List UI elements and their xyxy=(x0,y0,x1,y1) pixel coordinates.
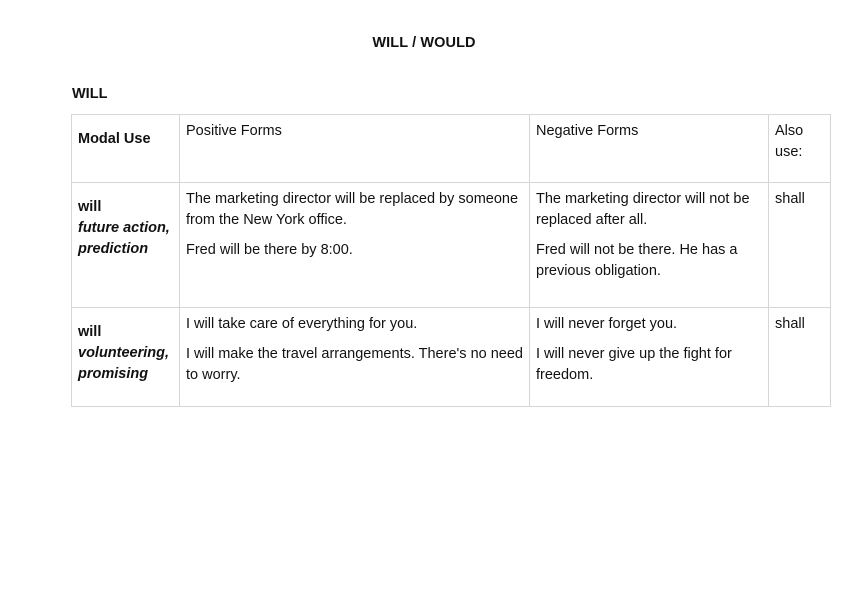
positive-forms-cell xyxy=(180,183,530,308)
header-cell-positive xyxy=(180,115,530,183)
positive-example: The marketing director will be replaced by someone from the New York office. xyxy=(186,191,519,228)
header-modal-use: Modal Use xyxy=(78,131,151,147)
modal-use-cell xyxy=(72,308,180,407)
negative-example: I will never give up the fight for freedom. xyxy=(536,346,732,383)
positive-forms-cell xyxy=(180,308,530,407)
modal-word: will xyxy=(78,199,102,215)
also-use-cell xyxy=(769,183,831,308)
negative-forms-cell xyxy=(530,183,769,308)
table-row xyxy=(72,183,831,308)
also-use-value: shall xyxy=(775,316,805,332)
modal-usage-table xyxy=(71,114,831,407)
header-cell-also-use xyxy=(769,115,831,183)
negative-example: The marketing director will not be replaced after all. xyxy=(536,191,750,228)
also-use-cell xyxy=(769,308,831,407)
modal-use-description: future action, prediction xyxy=(78,220,170,257)
also-use-value: shall xyxy=(775,191,805,207)
negative-forms-cell xyxy=(530,308,769,407)
section-heading: WILL xyxy=(72,86,108,102)
positive-example: I will make the travel arrangements. There's no need to worry. xyxy=(186,346,523,383)
negative-example: I will never forget you. xyxy=(536,316,678,332)
page-title: WILL / WOULD xyxy=(372,35,476,51)
modal-word: will xyxy=(78,324,102,340)
modal-use-description: volunteering, promising xyxy=(78,345,170,382)
header-negative-forms: Negative Forms xyxy=(536,123,639,139)
header-cell-modal-use xyxy=(72,115,180,183)
positive-example: I will take care of everything for you. xyxy=(186,316,418,332)
header-also-use: Also use: xyxy=(775,123,804,160)
header-cell-negative xyxy=(530,115,769,183)
header-positive-forms: Positive Forms xyxy=(186,123,282,139)
table-header-row xyxy=(72,115,831,183)
positive-example: Fred will be there by 8:00. xyxy=(186,242,353,258)
modal-use-cell xyxy=(72,183,180,308)
negative-example: Fred will not be there. He has a previous obligation. xyxy=(536,242,738,279)
table-row xyxy=(72,308,831,407)
